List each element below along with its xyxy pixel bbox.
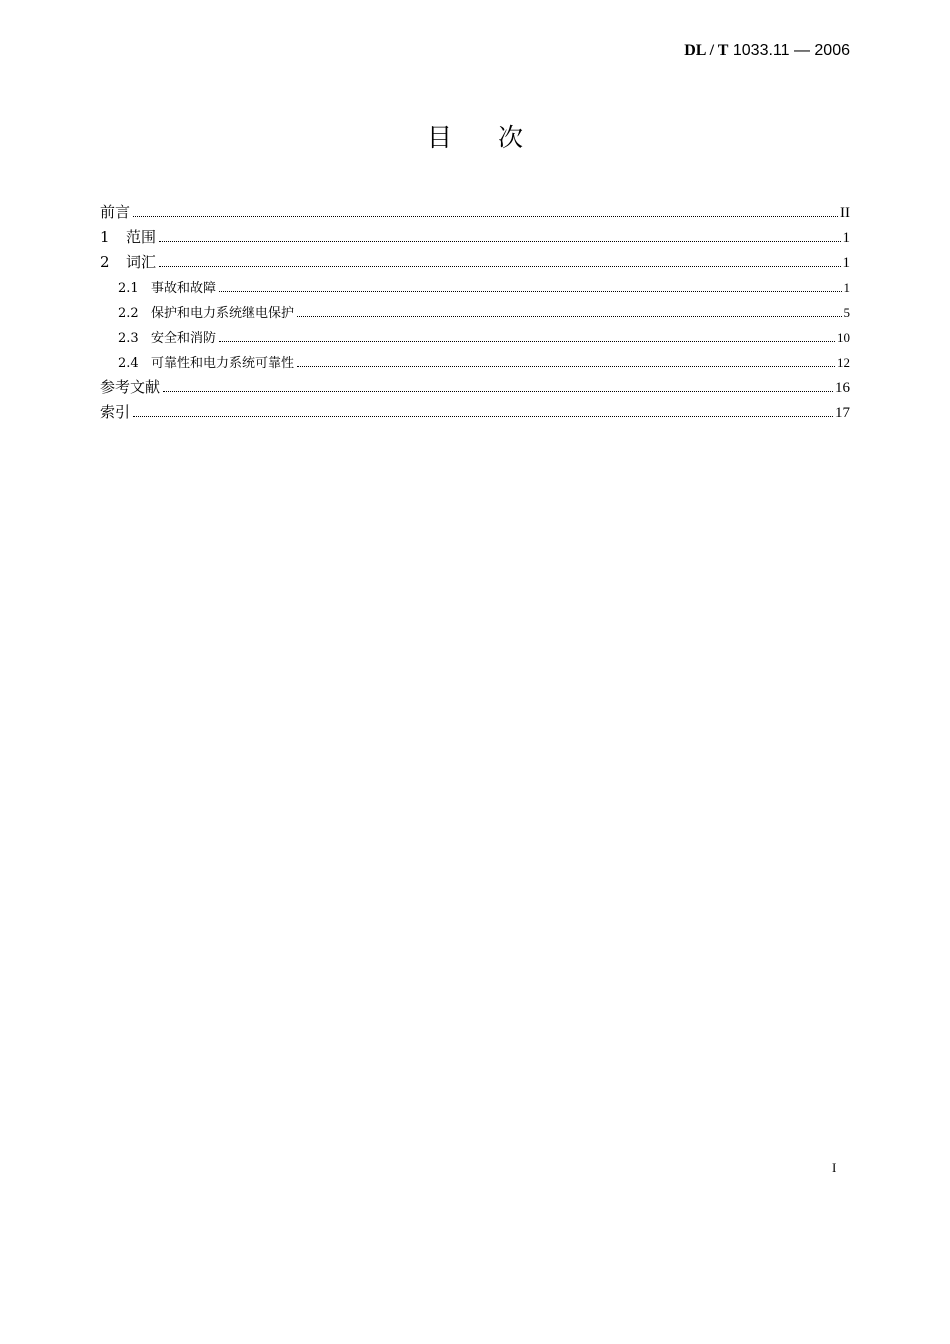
dot-leader: [159, 241, 840, 242]
toc-entry-number: 2.3: [118, 331, 139, 346]
dot-leader: [133, 216, 838, 217]
dot-leader: [163, 391, 833, 392]
toc-entry-number: 2.4: [118, 356, 139, 371]
toc-entry-scope[interactable]: [100, 225, 850, 250]
toc-entry-page: 16: [835, 380, 850, 396]
toc-entry-page: II: [840, 205, 850, 221]
toc-entry-page: 1: [842, 255, 850, 271]
dot-leader: [297, 316, 841, 317]
toc-entry-number: 2.1: [118, 281, 139, 296]
toc-entry-label: 可靠性和电力系统可靠性: [151, 356, 295, 371]
toc-entry-2-1[interactable]: [100, 275, 850, 300]
toc-entry-label: 范围: [126, 228, 157, 246]
toc-entry-label: 安全和消防: [151, 331, 217, 346]
dot-leader: [219, 341, 835, 342]
toc-entry-page: 1: [843, 280, 850, 295]
toc-entry-page: 17: [835, 405, 850, 421]
toc-entry-page: 10: [837, 330, 850, 345]
toc-entry-label: 事故和故障: [151, 281, 217, 296]
standard-code: [684, 42, 850, 60]
toc-entry-vocabulary[interactable]: [100, 250, 850, 275]
toc-entry-label: 保护和电力系统继电保护: [151, 306, 295, 321]
toc-entry-label: 参考文献: [100, 378, 161, 396]
dot-leader: [159, 266, 840, 267]
page-number: I: [832, 1160, 837, 1175]
toc-entry-2-3[interactable]: [100, 325, 850, 350]
standard-number: 1033.11 — 2006: [728, 42, 850, 59]
dot-leader: [297, 366, 835, 367]
toc-entry-page: 5: [843, 305, 850, 320]
toc-entry-label: 词汇: [126, 253, 157, 271]
toc-title: 目次: [426, 123, 569, 152]
toc-entry-2-2[interactable]: [100, 300, 850, 325]
toc-entry-label: 索引: [100, 403, 131, 421]
dot-leader: [133, 416, 833, 417]
dot-leader: [219, 291, 841, 292]
toc-entry-preface[interactable]: [100, 200, 850, 225]
table-of-contents: [100, 200, 850, 425]
toc-entry-index[interactable]: [100, 400, 850, 425]
toc-entry-page: 1: [842, 230, 850, 246]
standard-prefix: DL / T: [684, 42, 729, 59]
toc-entry-number: 2: [100, 253, 110, 271]
toc-entry-2-4[interactable]: [100, 350, 850, 375]
toc-entry-number: 1: [100, 228, 110, 246]
toc-entry-references[interactable]: [100, 375, 850, 400]
toc-entry-number: 2.2: [118, 306, 139, 321]
toc-entry-page: 12: [837, 355, 850, 370]
toc-entry-label: 前言: [100, 203, 131, 221]
